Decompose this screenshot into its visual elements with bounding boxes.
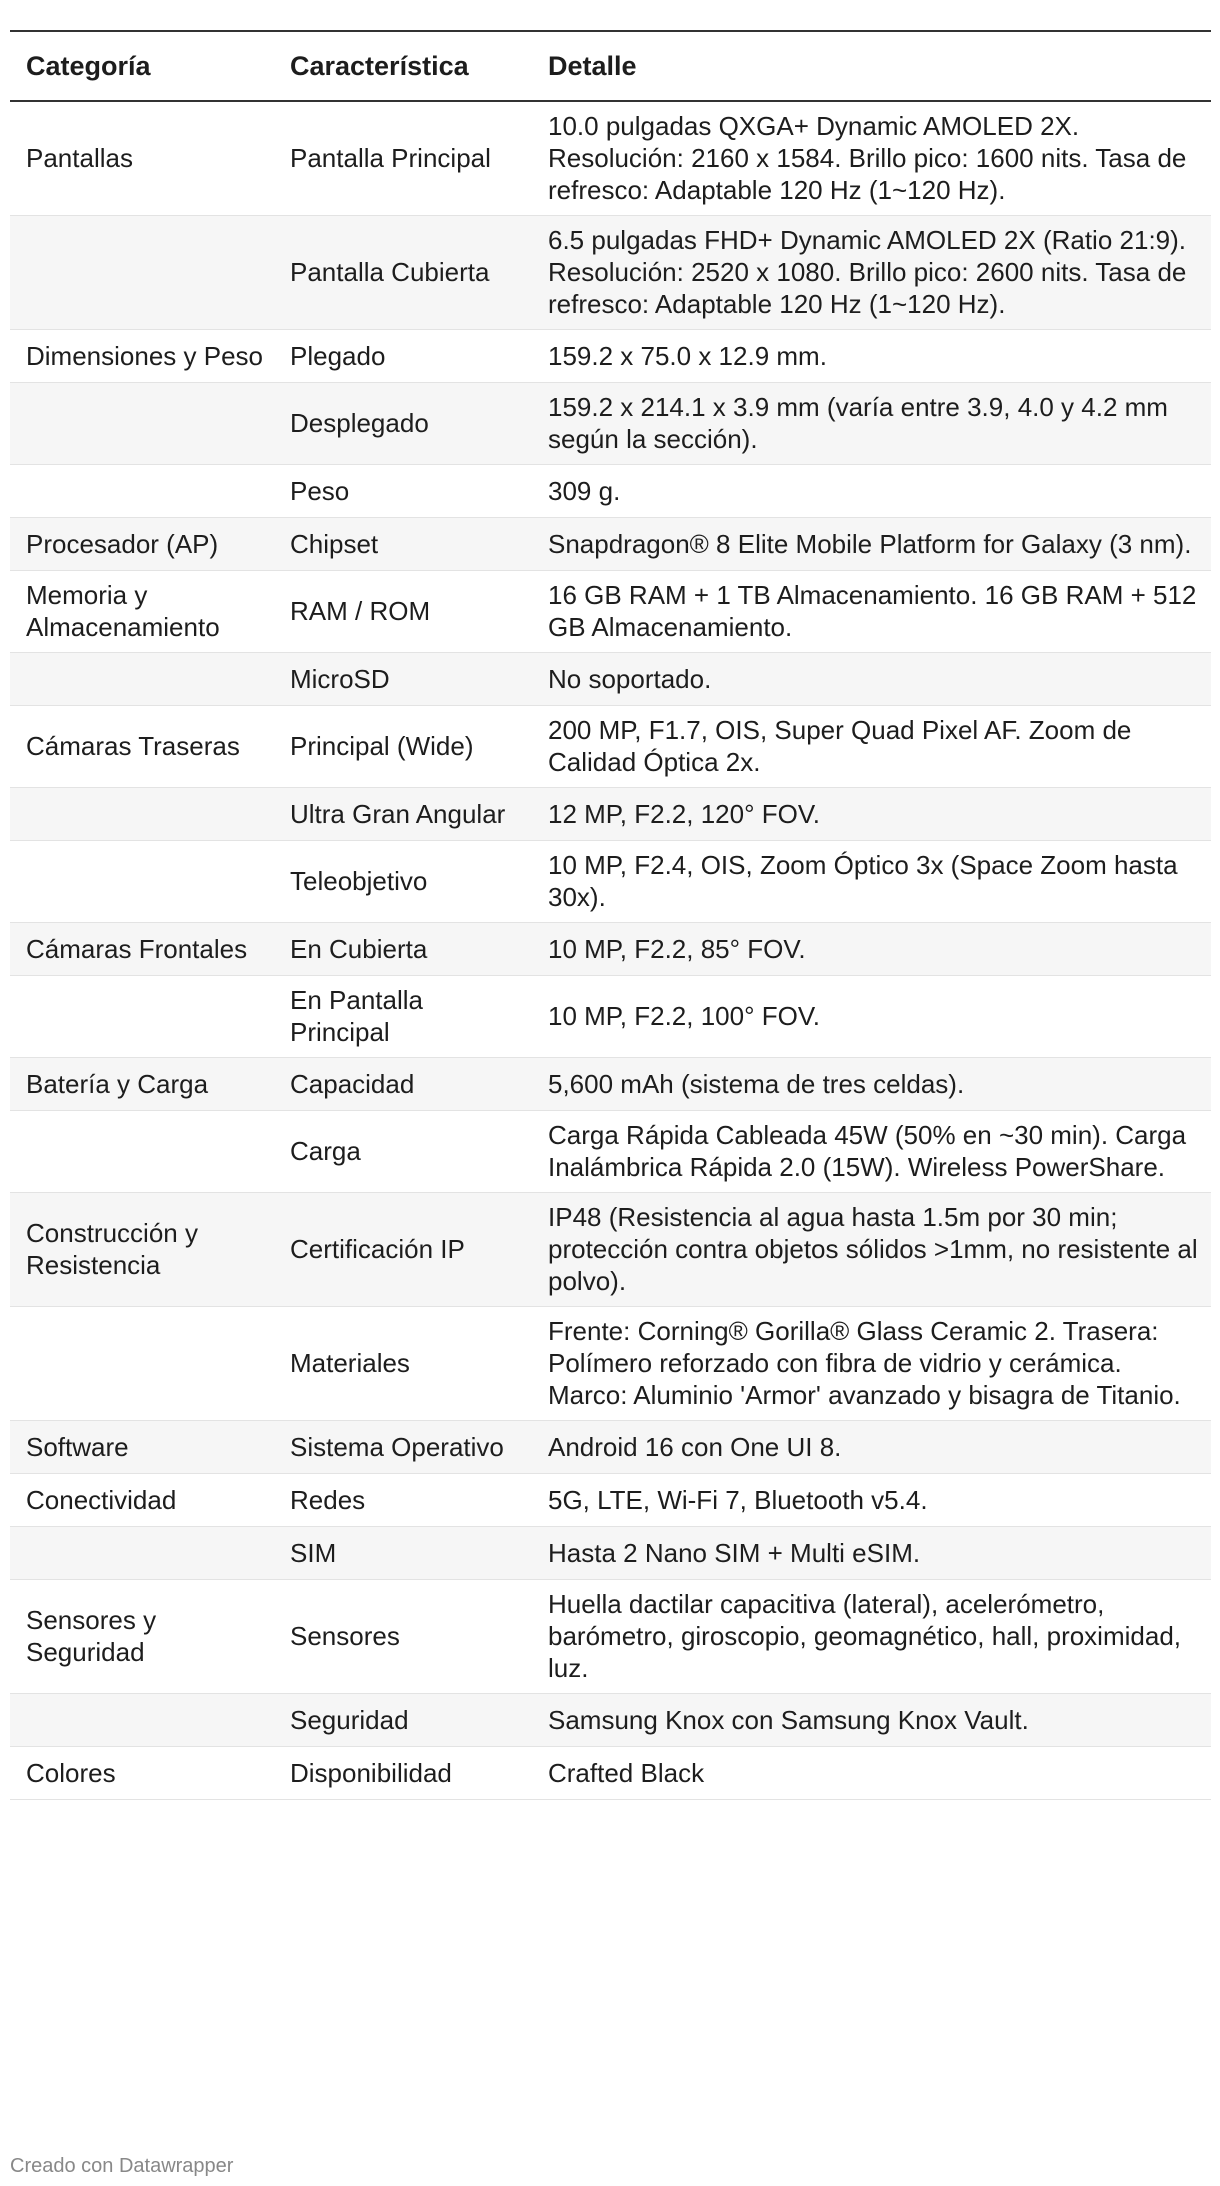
category-cell [10,465,286,518]
table-row [10,571,1211,653]
spec-table-container [10,30,1211,1800]
category-cell: Cámaras Traseras [10,706,286,788]
detail-cell: Snapdragon® 8 Elite Mobile Platform for Galaxy (3 nm). [544,518,1211,571]
table-row [10,976,1211,1058]
detail-cell: 6.5 pulgadas FHD+ Dynamic AMOLED 2X (Ratio 21:9). Resolución: 2520 x 1080. Brillo pico: 2600 nits. Tasa de refresco: Adaptable 120 Hz (1~120 Hz). [544,216,1211,330]
column-header-detalle: Detalle [544,32,1211,101]
category-cell: Memoria y Almacenamiento [10,571,286,653]
table-row [10,1111,1211,1193]
detail-cell: 159.2 x 214.1 x 3.9 mm (varía entre 3.9, 4.0 y 4.2 mm según la sección). [544,383,1211,465]
category-cell [10,788,286,841]
feature-cell: Seguridad [286,1694,544,1747]
table-row [10,923,1211,976]
header-row [10,32,1211,101]
detail-cell: No soportado. [544,653,1211,706]
category-cell [10,653,286,706]
detail-cell: Crafted Black [544,1747,1211,1800]
feature-cell: Teleobjetivo [286,841,544,923]
detail-cell: 10.0 pulgadas QXGA+ Dynamic AMOLED 2X. Resolución: 2160 x 1584. Brillo pico: 1600 nits. Tasa de refresco: Adaptable 120 Hz (1~120 Hz). [544,101,1211,216]
detail-cell: 5G, LTE, Wi-Fi 7, Bluetooth v5.4. [544,1474,1211,1527]
table-row [10,216,1211,330]
detail-cell: 159.2 x 75.0 x 12.9 mm. [544,330,1211,383]
table-row [10,1580,1211,1694]
feature-cell: Sistema Operativo [286,1421,544,1474]
datawrapper-credit: Creado con Datawrapper [10,2155,234,2177]
table-row [10,841,1211,923]
category-cell: Batería y Carga [10,1058,286,1111]
feature-cell: Ultra Gran Angular [286,788,544,841]
table-row [10,1747,1211,1800]
feature-cell: SIM [286,1527,544,1580]
table-row [10,330,1211,383]
detail-cell: 16 GB RAM + 1 TB Almacenamiento. 16 GB RAM + 512 GB Almacenamiento. [544,571,1211,653]
category-cell [10,383,286,465]
category-cell: Cámaras Frontales [10,923,286,976]
category-cell: Conectividad [10,1474,286,1527]
feature-cell: Redes [286,1474,544,1527]
detail-cell: 10 MP, F2.2, 85° FOV. [544,923,1211,976]
table-row [10,1193,1211,1307]
table-row [10,788,1211,841]
feature-cell: En Pantalla Principal [286,976,544,1058]
category-cell: Dimensiones y Peso [10,330,286,383]
detail-cell: 309 g. [544,465,1211,518]
category-cell [10,216,286,330]
table-row [10,653,1211,706]
feature-cell: Certificación IP [286,1193,544,1307]
table-body [10,101,1211,1800]
column-header-caracteristica: Característica [286,32,544,101]
detail-cell: Huella dactilar capacitiva (lateral), acelerómetro, barómetro, giroscopio, geomagnético, hall, proximidad, luz. [544,1580,1211,1694]
feature-cell: RAM / ROM [286,571,544,653]
feature-cell: Disponibilidad [286,1747,544,1800]
table-row [10,1694,1211,1747]
feature-cell: Materiales [286,1307,544,1421]
category-cell [10,1527,286,1580]
detail-cell: Android 16 con One UI 8. [544,1421,1211,1474]
category-cell: Software [10,1421,286,1474]
detail-cell: Frente: Corning® Gorilla® Glass Ceramic 2. Trasera: Polímero reforzado con fibra de vidrio y cerámica. Marco: Aluminio 'Armor' avanzado y bisagra de Titanio. [544,1307,1211,1421]
spec-table [10,32,1211,1800]
detail-cell: 5,600 mAh (sistema de tres celdas). [544,1058,1211,1111]
feature-cell: Pantalla Cubierta [286,216,544,330]
table-row [10,1058,1211,1111]
feature-cell: Pantalla Principal [286,101,544,216]
table-row [10,1421,1211,1474]
feature-cell: Chipset [286,518,544,571]
feature-cell: En Cubierta [286,923,544,976]
detail-cell: 200 MP, F1.7, OIS, Super Quad Pixel AF. Zoom de Calidad Óptica 2x. [544,706,1211,788]
feature-cell: Principal (Wide) [286,706,544,788]
category-cell [10,976,286,1058]
table-row [10,1474,1211,1527]
category-cell [10,1307,286,1421]
feature-cell: Peso [286,465,544,518]
category-cell [10,841,286,923]
detail-cell: 10 MP, F2.4, OIS, Zoom Óptico 3x (Space Zoom hasta 30x). [544,841,1211,923]
feature-cell: Capacidad [286,1058,544,1111]
detail-cell: 12 MP, F2.2, 120° FOV. [544,788,1211,841]
table-row [10,383,1211,465]
table-row [10,465,1211,518]
feature-cell: Carga [286,1111,544,1193]
category-cell [10,1694,286,1747]
category-cell: Pantallas [10,101,286,216]
column-header-categoria: Categoría [10,32,286,101]
feature-cell: Desplegado [286,383,544,465]
table-header [10,32,1211,101]
detail-cell: Samsung Knox con Samsung Knox Vault. [544,1694,1211,1747]
table-row [10,518,1211,571]
detail-cell: Hasta 2 Nano SIM + Multi eSIM. [544,1527,1211,1580]
table-row [10,706,1211,788]
category-cell: Sensores y Seguridad [10,1580,286,1694]
detail-cell: Carga Rápida Cableada 45W (50% en ~30 min). Carga Inalámbrica Rápida 2.0 (15W). Wireless PowerShare. [544,1111,1211,1193]
category-cell: Construcción y Resistencia [10,1193,286,1307]
category-cell: Colores [10,1747,286,1800]
category-cell [10,1111,286,1193]
table-row [10,1307,1211,1421]
table-row [10,1527,1211,1580]
detail-cell: 10 MP, F2.2, 100° FOV. [544,976,1211,1058]
detail-cell: IP48 (Resistencia al agua hasta 1.5m por 30 min; protección contra objetos sólidos >1mm, no resistente al polvo). [544,1193,1211,1307]
table-row [10,101,1211,216]
feature-cell: MicroSD [286,653,544,706]
feature-cell: Plegado [286,330,544,383]
feature-cell: Sensores [286,1580,544,1694]
category-cell: Procesador (AP) [10,518,286,571]
